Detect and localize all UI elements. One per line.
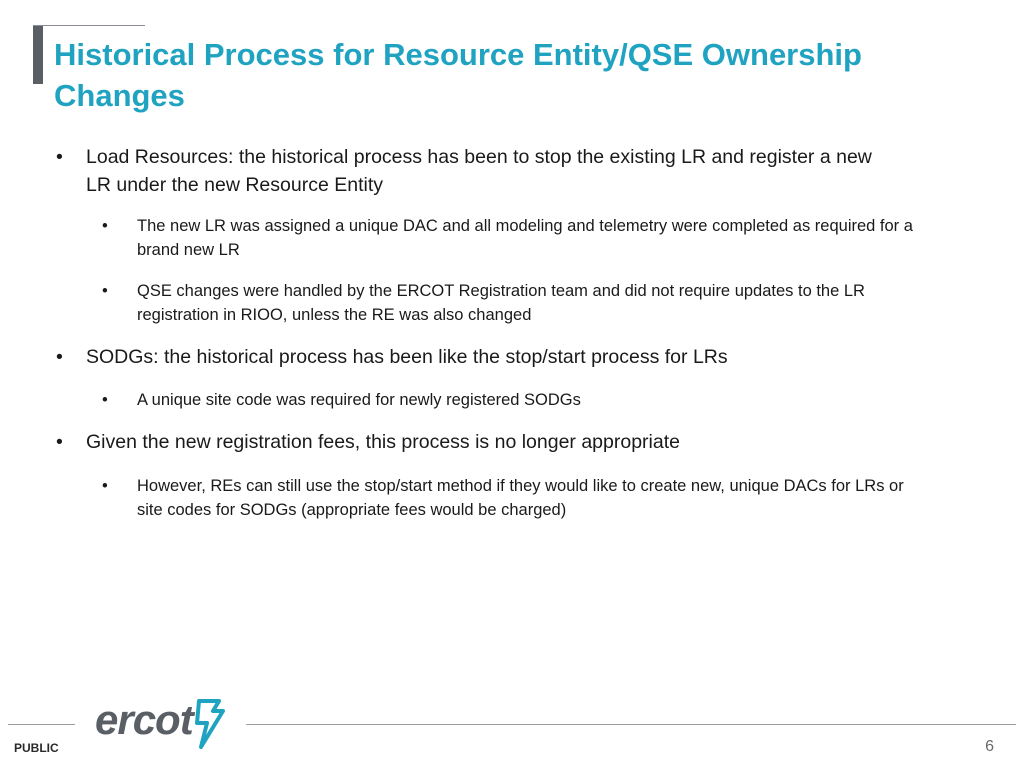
bullet-text: Given the new registration fees, this process is no longer appropriate (86, 431, 680, 453)
footer-divider-right (246, 724, 1016, 725)
sub-bullet-new-lr (102, 214, 922, 262)
logo-wordmark: ercot (95, 696, 193, 743)
sub-bullet-text: A unique site code was required for newly registered SODGs (137, 391, 581, 409)
classification-label: PUBLIC (14, 741, 59, 755)
title-accent-bar (33, 25, 43, 84)
sub-bullet-qse-changes (102, 279, 922, 327)
bullet-dot: • (102, 477, 108, 495)
bullet-text: Load Resources: the historical process has been to stop the existing LR and register a new LR under the new Resource Entity (86, 146, 872, 196)
bullet-text: SODGs: the historical process has been like the stop/start process for LRs (86, 346, 728, 368)
bullet-dot: • (56, 146, 63, 168)
slide-title: Historical Process for Resource Entity/QSE Ownership Changes (54, 37, 862, 113)
bullet-sodgs (56, 343, 896, 371)
ercot-logo (95, 695, 230, 753)
bullet-load-resources (56, 143, 896, 199)
title-accent-line (33, 25, 145, 26)
sub-bullet-stop-start (102, 474, 922, 522)
sub-bullet-text: QSE changes were handled by the ERCOT Registration team and did not require updates to the LR registration in RIOO, unless the RE was also changed (137, 282, 865, 324)
bullet-dot: • (56, 431, 63, 453)
bullet-registration-fees (56, 428, 896, 456)
bullet-dot: • (102, 282, 108, 300)
sub-bullet-site-code (102, 388, 922, 412)
footer-divider-left (8, 724, 75, 725)
lightning-bolt-icon (189, 699, 227, 749)
bullet-dot: • (102, 217, 108, 235)
bullet-dot: • (56, 346, 63, 368)
sub-bullet-text: The new LR was assigned a unique DAC and all modeling and telemetry were completed as required for a brand new LR (137, 217, 913, 259)
bullet-dot: • (102, 391, 108, 409)
page-number: 6 (985, 738, 994, 755)
sub-bullet-text: However, REs can still use the stop/start method if they would like to create new, unique DACs for LRs or site codes for SODGs (appropriate fees would be charged) (137, 477, 904, 519)
